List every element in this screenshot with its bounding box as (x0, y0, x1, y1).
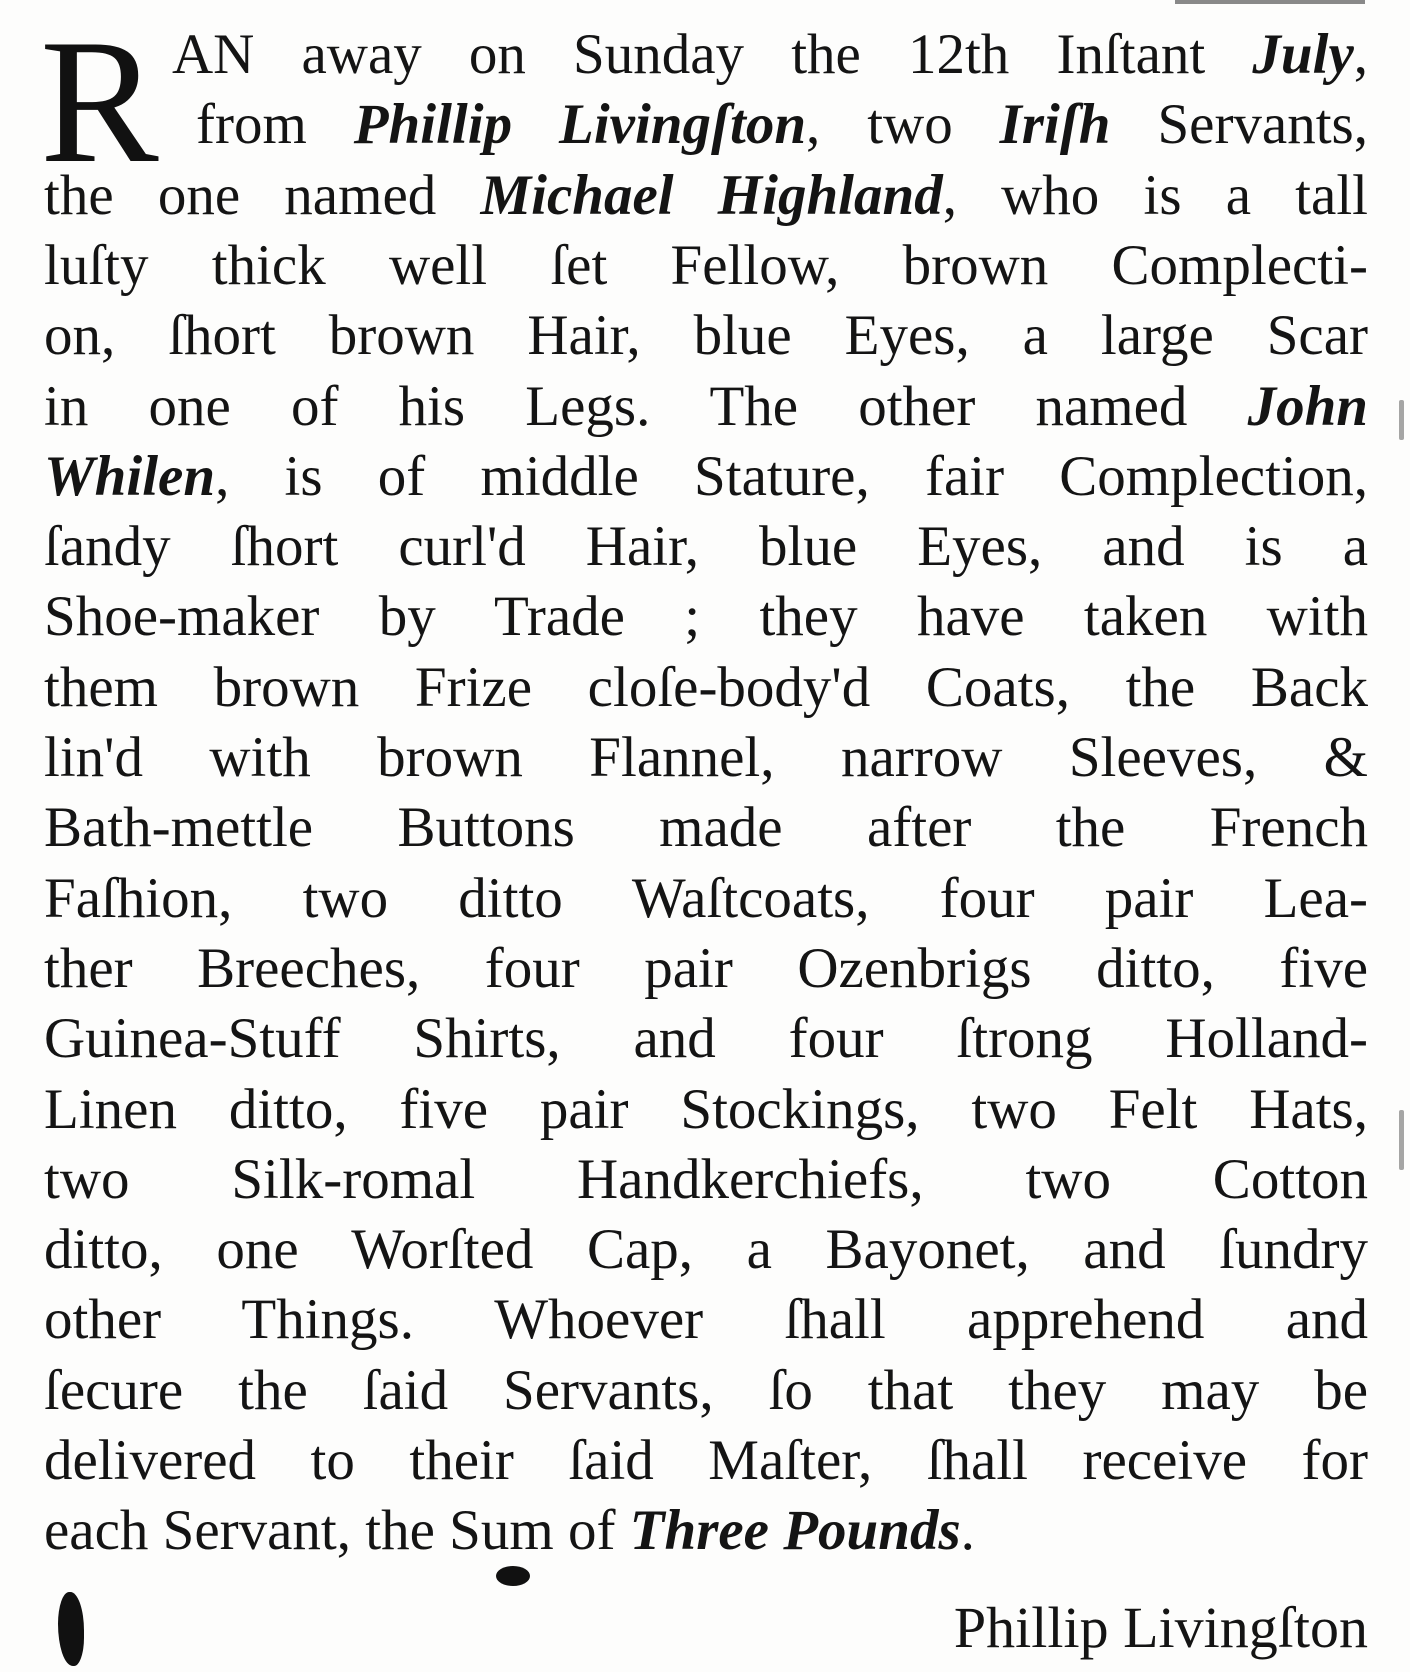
text-run: Guinea-Stuff Shirts, and four ſtrong Holland- (44, 1007, 1368, 1071)
text-run: . (960, 1499, 975, 1563)
text-run: ditto, one Worſted Cap, a Bayonet, and ſundry (44, 1218, 1368, 1282)
text-line (44, 1004, 1368, 1074)
text-line (44, 934, 1368, 1004)
italic-name: Iriſh (999, 93, 1111, 157)
text-line (44, 1215, 1368, 1285)
text-run: Shoe-maker by Trade ; they have taken with (44, 585, 1368, 649)
ink-blot (58, 1592, 84, 1666)
italic-name: Whilen (44, 444, 216, 508)
text-line (44, 231, 1368, 301)
text-line (44, 1496, 1368, 1566)
text-run: lin'd with brown Flannel, narrow Sleeves, & (44, 726, 1368, 789)
edge-mark (1399, 400, 1404, 440)
text-run: from (196, 93, 354, 157)
text-run: other Things. Whoever ſhall apprehend and (44, 1288, 1368, 1352)
text-run: , who is a tall (942, 163, 1368, 227)
italic-name: Phillip Livingſton (353, 93, 807, 157)
signature: Phillip Livingſton (953, 1595, 1368, 1660)
text-line (44, 582, 1368, 652)
text-line (44, 372, 1368, 442)
text-line (196, 90, 1368, 160)
text-line (44, 864, 1368, 934)
text-run: them brown Frize cloſe-body'd Coats, the Back (44, 655, 1368, 719)
text-line (44, 653, 1368, 723)
italic-name: Three Pounds (629, 1499, 961, 1563)
text-run: each Servant, the Sum of (44, 1499, 630, 1563)
drop-cap: R (40, 2, 159, 200)
text-line (44, 1285, 1368, 1355)
text-run: Faſhion, two ditto Waſtcoats, four pair Lea- (44, 866, 1368, 930)
text-run: luſty thick well ſet Fellow, brown Complecti- (44, 233, 1368, 297)
text-line (44, 723, 1368, 793)
text-line (44, 1356, 1368, 1426)
text-run: ſecure the ſaid Servants, ſo that they may be (44, 1358, 1368, 1422)
text-line (44, 1145, 1368, 1215)
top-rule (1175, 0, 1365, 4)
text-run: , is of middle Stature, fair Complection, (215, 444, 1368, 508)
text-run: AN away on Sunday the 12th Inſtant (172, 23, 1253, 86)
text-run: ſandy ſhort curl'd Hair, blue Eyes, and is a (44, 515, 1368, 579)
text-line (44, 1426, 1368, 1496)
ink-blot (496, 1566, 530, 1586)
text-line (44, 1075, 1368, 1145)
text-run: on, ſhort brown Hair, blue Eyes, a large Scar (44, 304, 1368, 368)
text-line (44, 512, 1368, 582)
text-run: in one of his Legs. The other named (44, 374, 1248, 438)
text-run: two Silk-romal Handkerchiefs, two Cotton (44, 1147, 1368, 1211)
text-run: ther Breeches, four pair Ozenbrigs ditto, five (44, 936, 1368, 1000)
text-run: , two (806, 93, 1000, 157)
text-run: Servants, (1110, 93, 1368, 157)
text-run: the one named (44, 163, 481, 227)
text-run: Linen ditto, five pair Stockings, two Felt Hats, (44, 1077, 1368, 1141)
text-line (44, 161, 1368, 231)
text-line (172, 20, 1368, 90)
text-run: Bath-mettle Buttons made after the French (44, 796, 1368, 860)
italic-name: Michael Highland (480, 163, 943, 227)
italic-name: July (1252, 23, 1354, 86)
text-line (44, 301, 1368, 371)
italic-name: John (1247, 374, 1368, 438)
text-line (44, 793, 1368, 863)
text-run: delivered to their ſaid Maſter, ſhall receive for (44, 1429, 1368, 1492)
text-run: , (1353, 23, 1368, 86)
text-line (44, 442, 1368, 512)
edge-mark (1399, 1110, 1404, 1170)
